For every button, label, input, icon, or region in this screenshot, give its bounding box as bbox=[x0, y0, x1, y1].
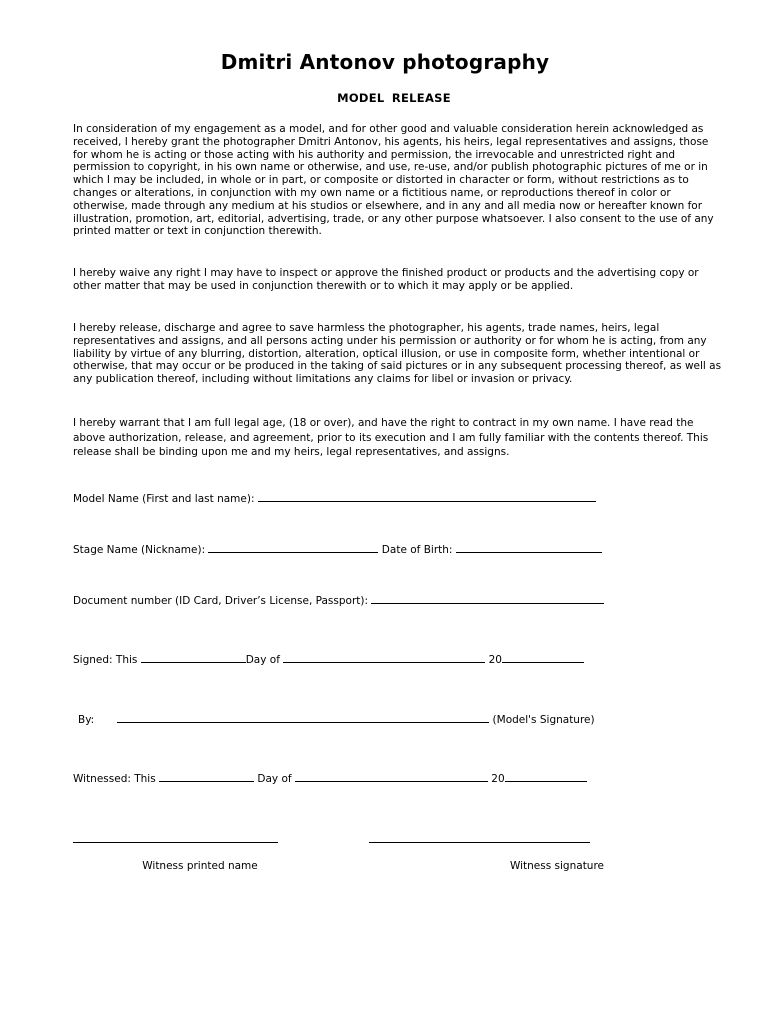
stage-name-row bbox=[73, 541, 602, 556]
dob-label: Date of Birth: bbox=[378, 544, 456, 556]
model-name-label: Model Name (First and last name): bbox=[73, 493, 258, 505]
stage-name-label: Stage Name (Nickname): bbox=[73, 544, 209, 556]
witnessed-month-field[interactable] bbox=[295, 770, 488, 782]
document-title: Dmitri Antonov photography bbox=[220, 50, 550, 74]
model-name-row bbox=[73, 490, 596, 505]
witnessed-day-field[interactable] bbox=[159, 770, 254, 782]
document-number-field[interactable] bbox=[371, 592, 604, 604]
witnessed-this-label: Witnessed: This bbox=[73, 773, 160, 785]
model-name-field[interactable] bbox=[258, 490, 596, 502]
stage-name-field[interactable] bbox=[208, 541, 378, 553]
document-subtitle: MODEL RELEASE bbox=[337, 91, 451, 105]
signed-day-field[interactable] bbox=[141, 651, 246, 663]
paragraph-warrant: I hereby warrant that I am full legal age, (18 or over), and have the right to contract in my own name. I have read the above authorization, release, and agreement, prior to its execution and I am fully familiar with the contents thereof. This release shall be binding upon me and my heirs, legal representatives, and assigns. bbox=[73, 417, 709, 458]
signed-month-field[interactable] bbox=[283, 651, 485, 663]
document-number-label: Document number (ID Card, Driver’s License, Passport): bbox=[73, 595, 372, 607]
witness-printed-name-label: Witness printed name bbox=[142, 860, 258, 872]
signed-year-label: 20 bbox=[485, 654, 502, 666]
witnessed-year-field[interactable] bbox=[505, 770, 587, 782]
dob-field[interactable] bbox=[456, 541, 602, 553]
paragraph-grant: In consideration of my engagement as a model, and for other good and valuable consideration herein acknowledged as received, I hereby grant the photographer Dmitri Antonov, his agents, his heirs, legal representatives and assigns, those for whom he is acting or those acting with his authority and permission, the irrevocable and unrestricted right and permission to copyright, in his own name or otherwise, and use, re-use, and/or publish photographic pictures of me or in which I may be included, in whole or in part, or composite or distorted in character or form, without restrictions as to changes or alterations, in conjunction with my own name or a fictitious name, or reproductions thereof in color or otherwise, made through any medium at his studios or elsewhere, and in any and all media now or hereafter known for illustration, promotion, art, editorial, advertising, trade, or any other purpose whatsoever. I also consent to the use of any printed matter or text in conjunction therewith. bbox=[73, 123, 714, 238]
model-signature-label: (Model's Signature) bbox=[489, 714, 595, 726]
witness-signature-label: Witness signature bbox=[509, 860, 605, 872]
model-signature-field[interactable] bbox=[117, 711, 489, 723]
witnessed-day-of-label: Day of bbox=[254, 773, 295, 785]
witness-printed-name-field[interactable] bbox=[73, 842, 278, 843]
witness-signature-field[interactable] bbox=[369, 842, 590, 843]
signed-this-label: Signed: This bbox=[73, 654, 141, 666]
witnessed-row bbox=[73, 770, 587, 785]
paragraph-waive: I hereby waive any right I may have to inspect or approve the finished product or products and the advertising copy or other matter that may be used in conjunction therewith or to which it may apply or be applied. bbox=[73, 267, 699, 292]
signed-day-of-label: Day of bbox=[245, 654, 284, 666]
witnessed-year-label: 20 bbox=[487, 773, 505, 785]
by-label: By: bbox=[78, 714, 95, 726]
signed-row bbox=[73, 651, 584, 666]
paragraph-release: I hereby release, discharge and agree to save harmless the photographer, his agents, trade names, heirs, legal representatives and assigns, and all persons acting under his permission or authority or for whom he is acting, from any liability by virtue of any blurring, distortion, alteration, optical illusion, or use in composite form, whether intentional or otherwise, that may occur or be produced in the taking of said pictures or in any subsequent processing thereof, as well as any publication thereof, including without limitations any claims for libel or invasion or privacy. bbox=[73, 322, 722, 386]
document-number-row bbox=[73, 592, 604, 607]
signed-year-field[interactable] bbox=[502, 651, 584, 663]
by-row bbox=[78, 711, 595, 726]
